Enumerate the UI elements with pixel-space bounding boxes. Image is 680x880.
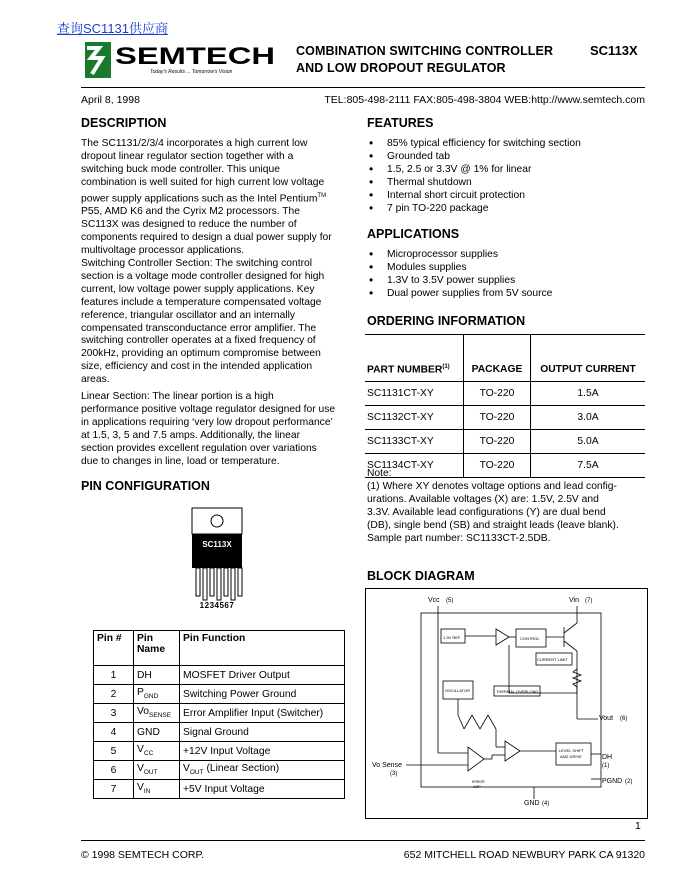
list-item: • Internal short circuit protection (367, 190, 647, 203)
block-diagram (365, 588, 648, 819)
list-item: • 1.5, 2.5 or 3.3V @ 1% for linear (367, 164, 647, 177)
semtech-logo-mark (82, 40, 277, 82)
trademark-mark: TM (317, 192, 327, 199)
table-row: SC1134CT-XY TO-220 7.5A (365, 454, 645, 478)
svg-text:(7): (7) (585, 598, 593, 604)
pin-table (93, 630, 345, 799)
list-item: • 85% typical efficiency for switching section (367, 138, 647, 151)
svg-text:OSCILLATOR: OSCILLATOR (445, 688, 470, 693)
list-item: • 1.3V to 3.5V power supplies (367, 275, 647, 288)
list-item: • Microprocessor supplies (367, 249, 647, 262)
contact-info: TEL:805-498-2111 FAX:805-498-3804 WEB:http://www.semtech.com (324, 94, 645, 106)
table-row: SC1132CT-XY TO-220 3.0A (365, 406, 645, 430)
company-address: 652 MITCHELL ROAD NEWBURY PARK CA 91320 (403, 849, 645, 861)
list-item: • Grounded tab (367, 151, 647, 164)
svg-text:LEVEL SHIFT: LEVEL SHIFT (559, 748, 584, 753)
svg-text:DH: DH (602, 754, 613, 761)
features-heading: FEATURES (367, 116, 434, 130)
description-paragraph-1: The SC1131/2/3/4 incorporates a high current low dropout linear regulator section together with a switching buck mode controller. This unique combination is well suited for high current low voltage power supply applications such as the Intel Pentium™ P55, AMD K6 and the Cyrix M2 processors. The SC113X was designed to reduce the number of components required to design a dual power supply for multivoltage processor applications. (81, 138, 332, 256)
column-header: PACKAGE (464, 335, 531, 382)
table-row: 2 $P_{GND}$ Switching Power Ground (94, 685, 345, 704)
svg-text:(1): (1) (602, 763, 610, 769)
page-number: 1 (635, 820, 641, 832)
title-line-2: AND LOW DROPOUT REGULATOR (296, 61, 506, 75)
block-diagram-heading: BLOCK DIAGRAM (367, 569, 475, 583)
svg-text:GND: GND (524, 800, 540, 807)
footer-rule (81, 840, 645, 841)
semtech-logo (82, 40, 277, 82)
svg-text:(4): (4) (542, 801, 550, 807)
column-header: Pin Name (134, 631, 180, 666)
svg-text:Vcc: Vcc (428, 597, 440, 604)
table-row: SC1133CT-XY TO-220 5.0A (365, 430, 645, 454)
applications-list (367, 249, 647, 301)
column-header: OUTPUT CURRENT (531, 335, 646, 382)
list-item: • 7 pin TO-220 package (367, 203, 647, 216)
to220-package-drawing (190, 506, 250, 612)
table-row: 4 GND Signal Ground (94, 723, 345, 742)
description-paragraph-3: Linear Section: The linear portion is a high performance positive voltage regulator designed for use in applications requiring ‘very low dropout performance’ at 1.5, 3, 5 and 7.5 amps. Additionally, the linear section provides excellent regulation over variations due to changes in line, load or temperature. (81, 391, 336, 467)
table-row: 1 DH MOSFET Driver Output (94, 666, 345, 685)
logo-tagline: Today's Results ... Tomorrow's Vision (150, 69, 233, 75)
svg-text:PGND: PGND (602, 778, 623, 785)
svg-text:1.3V REF: 1.3V REF (443, 635, 461, 640)
svg-text:AND DRIVE: AND DRIVE (560, 754, 582, 759)
table-header-row (365, 335, 645, 382)
table-row: 3 $Vo_{SENSE}$ Error Amplifier Input (Switcher) (94, 704, 345, 723)
ordering-note: Note: (1) Where XY denotes voltage options and lead config- urations. Available voltages (X) are: 1.5V, 2.5V and 3.3V. Available lead configurations (Y) are dual bend (DB), single bend (SB) and straight leads (leave blank). Sample part number: SC1133CT-2.5DB. (367, 468, 619, 544)
applications-heading: APPLICATIONS (367, 227, 460, 241)
header-rule (81, 87, 645, 88)
logo-wordmark: SEMTECH (115, 43, 275, 70)
ordering-table (365, 334, 645, 478)
svg-text:(3): (3) (390, 771, 398, 777)
table-row: 5 $V_{CC}$ +12V Input Voltage (94, 742, 345, 761)
svg-text:(5): (5) (446, 598, 454, 604)
svg-text:THERMAL OVERLOAD: THERMAL OVERLOAD (496, 689, 539, 694)
svg-text:Vout: Vout (599, 715, 614, 722)
description-heading: DESCRIPTION (81, 116, 167, 130)
part-number: SC113X (590, 43, 638, 58)
column-header: Pin Function (180, 631, 345, 666)
document-title (296, 43, 553, 77)
pin-config-heading: PIN CONFIGURATION (81, 479, 210, 493)
svg-text:ERROR: ERROR (472, 780, 485, 784)
table-row: 7 $V_{IN}$ +5V Input Voltage (94, 780, 345, 799)
ordering-heading: ORDERING INFORMATION (367, 314, 526, 328)
supplier-search-link[interactable]: 查询SC1131供应商 (57, 21, 169, 36)
list-item: • Thermal shutdown (367, 177, 647, 190)
package-label: SC113X (202, 540, 232, 549)
table-header-row (94, 631, 345, 666)
table-row: 6 $V_{OUT}$ $V_{OUT}$ (Linear Section) (94, 761, 345, 780)
svg-text:(6): (6) (620, 716, 628, 722)
svg-text:Vo Sense: Vo Sense (372, 762, 402, 769)
column-header: PART NUMBER$^{(1)}$ (365, 335, 464, 382)
svg-text:AMP: AMP (473, 785, 481, 789)
features-list (367, 138, 647, 215)
document-date: April 8, 1998 (81, 94, 140, 106)
table-row: SC1131CT-XY TO-220 1.5A (365, 382, 645, 406)
svg-text:CONTROL: CONTROL (520, 636, 540, 641)
description-paragraph-2: Switching Controller Section: The switching control section is a voltage mode controller designed for high current, low voltage power supply applications. Key features include a temperature compensated voltage reference, triangular oscillator and an internally compensated transconductance error amplifier. The switching controller operates at a fixed frequency of 200kHz, providing an optimum compromise between size, efficiency and cost in the intended application areas. (81, 258, 325, 386)
list-item: • Modules supplies (367, 262, 647, 275)
copyright: © 1998 SEMTECH CORP. (81, 849, 205, 861)
svg-text:CURRENT LIMIT: CURRENT LIMIT (537, 657, 568, 662)
title-line-1: COMBINATION SWITCHING CONTROLLER (296, 44, 554, 58)
list-item: • Dual power supplies from 5V source (367, 288, 647, 301)
svg-text:(2): (2) (625, 779, 633, 785)
svg-text:Vin: Vin (569, 597, 579, 604)
column-header: Pin # (94, 631, 134, 666)
pin-numbers: 1234567 (199, 601, 235, 610)
